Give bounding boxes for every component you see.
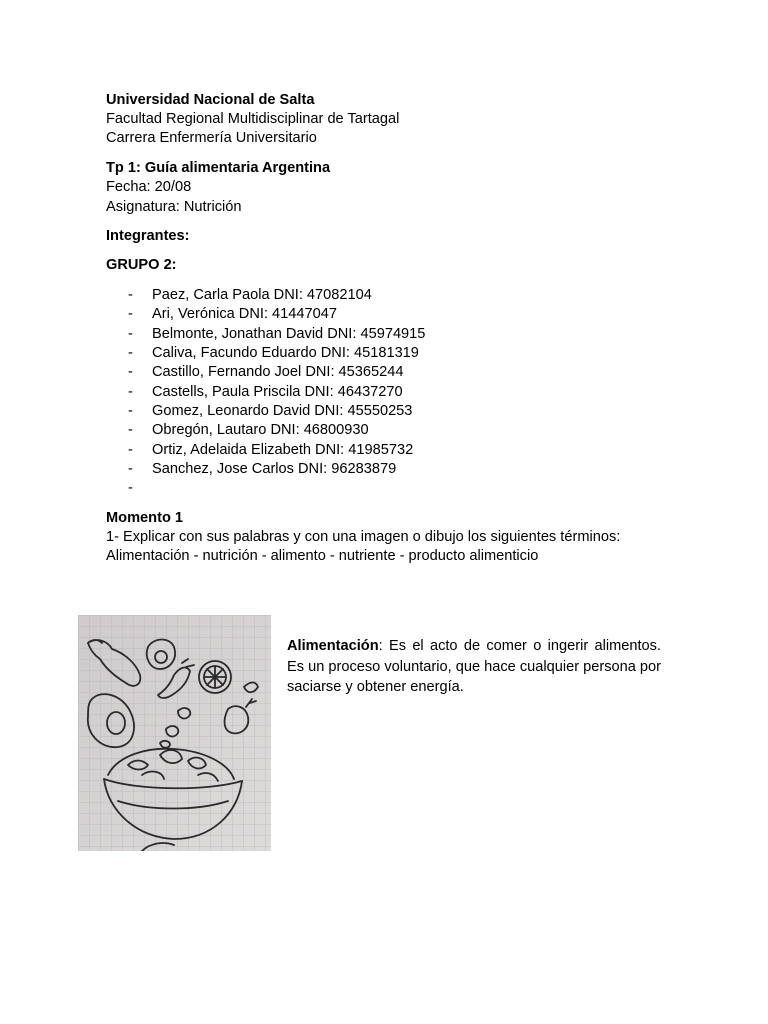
member-name: Ari, Verónica DNI: 41447047 [152, 306, 337, 322]
member-name: Paez, Carla Paola DNI: 47082104 [152, 287, 372, 303]
list-item [128, 402, 412, 421]
member-name: Obregón, Lautaro DNI: 46800930 [152, 422, 369, 438]
list-item [128, 305, 337, 324]
list-item [128, 479, 152, 498]
university-name: Universidad Nacional de Salta [106, 92, 315, 108]
dash-bullet: - [128, 422, 133, 438]
moment-terms: Alimentación - nutrición - alimento - nutriente - producto alimenticio [106, 548, 539, 564]
list-item [128, 344, 419, 363]
member-name: Belmonte, Jonathan David DNI: 45974915 [152, 326, 426, 342]
group-heading: GRUPO 2: [106, 257, 177, 273]
dash-bullet: - [128, 287, 133, 303]
member-name: Sanchez, Jose Carlos DNI: 96283879 [152, 461, 397, 477]
dash-bullet: - [128, 326, 133, 342]
career-name: Carrera Enfermería Universitario [106, 130, 317, 146]
food-drawing-image [78, 615, 271, 851]
members-heading: Integrantes: [106, 228, 190, 244]
dash-bullet: - [128, 480, 133, 496]
dash-bullet: - [128, 345, 133, 361]
list-item [128, 460, 396, 479]
assignment-subject: Asignatura: Nutrición [106, 199, 242, 215]
definition-text: : Es el acto de comer o ingerir alimentos. Es un proceso voluntario, que hace cualquier persona por saciarse y obtener energía. [287, 638, 662, 695]
list-item [128, 325, 425, 344]
list-item [128, 363, 404, 382]
dash-bullet: - [128, 306, 133, 322]
faculty-name: Facultad Regional Multidisciplinar de Tartagal [106, 111, 400, 127]
member-name: Castillo, Fernando Joel DNI: 45365244 [152, 364, 404, 380]
member-name: Gomez, Leonardo David DNI: 45550253 [152, 403, 413, 419]
dash-bullet: - [128, 403, 133, 419]
assignment-date: Fecha: 20/08 [106, 179, 192, 195]
assignment-title: Tp 1: Guía alimentaria Argentina [106, 160, 331, 176]
list-item [128, 421, 369, 440]
list-item [128, 383, 403, 402]
list-item [128, 441, 413, 460]
moment-instruction: 1- Explicar con sus palabras y con una imagen o dibujo los siguientes términos: [106, 529, 621, 545]
moment-title: Momento 1 [106, 510, 184, 526]
member-name: Castells, Paula Priscila DNI: 46437270 [152, 384, 403, 400]
dash-bullet: - [128, 461, 133, 477]
dash-bullet: - [128, 384, 133, 400]
list-item [128, 286, 372, 305]
member-name: Ortiz, Adelaida Elizabeth DNI: 41985732 [152, 442, 414, 458]
dash-bullet: - [128, 364, 133, 380]
definition-paragraph [287, 636, 661, 698]
definition-term: Alimentación [287, 638, 379, 654]
member-name: Caliva, Facundo Eduardo DNI: 45181319 [152, 345, 419, 361]
dash-bullet: - [128, 442, 133, 458]
